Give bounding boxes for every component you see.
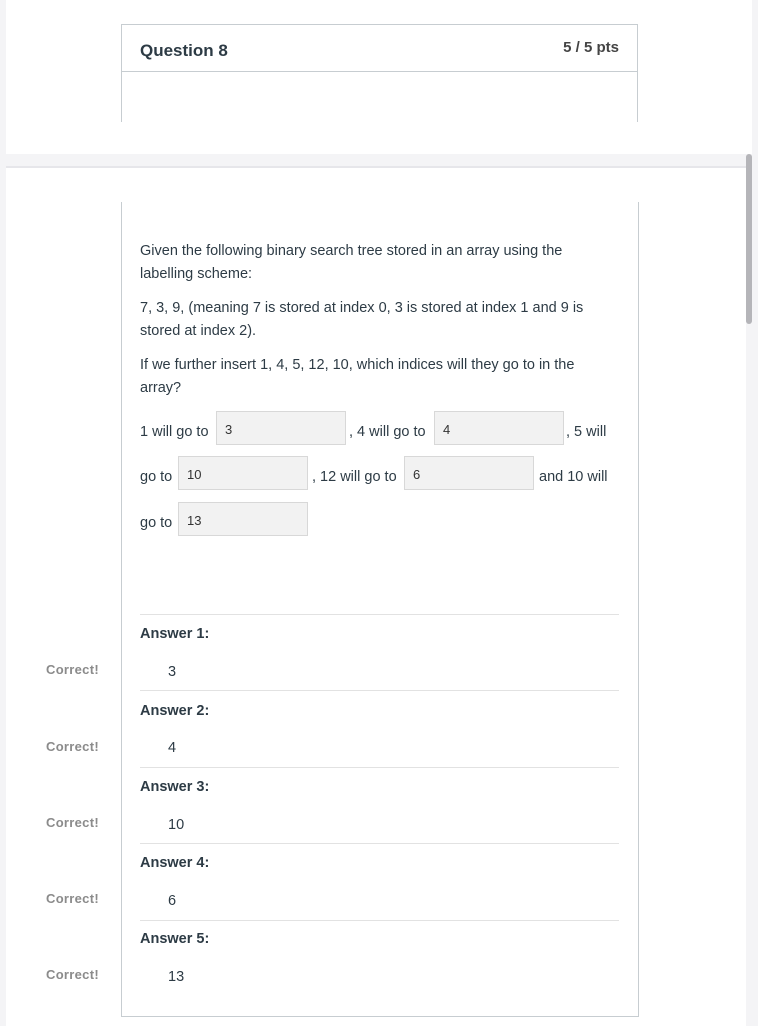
prompt-5: , 12 will go to	[312, 469, 397, 485]
answer-5-label: Answer 5:	[140, 931, 210, 947]
answer-input-4[interactable]: 6	[404, 456, 534, 490]
answer-3-status: Correct!	[46, 815, 99, 830]
answer-bar	[121, 760, 122, 796]
answer-1-value: 3	[168, 664, 177, 680]
answer-bar	[121, 912, 122, 948]
answer-3-label: Answer 3:	[140, 779, 210, 795]
answer-divider	[140, 843, 619, 844]
question-title: Question 8	[140, 41, 228, 60]
answer-1-status: Correct!	[46, 662, 99, 677]
answer-2-label: Answer 2:	[140, 703, 210, 719]
question-text-2: 7, 3, 9, (meaning 7 is stored at index 0, 3 is stored at index 1 and 9 is stored at index 2).	[140, 300, 584, 339]
prompt-1: 1 will go to	[140, 424, 209, 440]
prompt-2: , 4 will go to	[349, 424, 426, 440]
prompt-7: go to	[140, 515, 173, 531]
answer-divider	[140, 614, 619, 615]
answer-divider	[140, 767, 619, 768]
answer-input-2[interactable]: 4	[434, 411, 564, 445]
question-text-3: If we further insert 1, 4, 5, 12, 10, which indices will they go to in the array?	[140, 357, 575, 396]
answer-1-label: Answer 1:	[140, 626, 210, 642]
answer-input-3[interactable]: 10	[178, 456, 308, 490]
answer-5-status: Correct!	[46, 967, 99, 982]
answer-divider	[140, 690, 619, 691]
answer-5-value: 13	[168, 969, 185, 985]
answer-2-value: 4	[168, 740, 177, 756]
answer-divider	[140, 920, 619, 921]
question-text-1: Given the following binary search tree stored in an array using the labelling scheme:	[140, 243, 563, 282]
answer-2-status: Correct!	[46, 739, 99, 754]
answer-4-label: Answer 4:	[140, 855, 210, 871]
prompt-4: go to	[140, 469, 173, 485]
answer-4-status: Correct!	[46, 891, 99, 906]
prompt-3: , 5 will	[566, 424, 607, 440]
answer-input-1[interactable]: 3	[216, 411, 346, 445]
question-body-top	[121, 72, 638, 122]
question-header	[121, 24, 638, 72]
answer-bar	[121, 836, 122, 872]
prompt-6: and 10 will	[539, 469, 608, 485]
answer-4-value: 6	[168, 893, 177, 909]
answer-input-5[interactable]: 13	[178, 502, 308, 536]
question-points: 5 / 5 pts	[563, 39, 619, 56]
scrollbar[interactable]	[746, 154, 752, 324]
answer-3-value: 10	[168, 817, 185, 833]
answer-bar	[121, 684, 122, 720]
